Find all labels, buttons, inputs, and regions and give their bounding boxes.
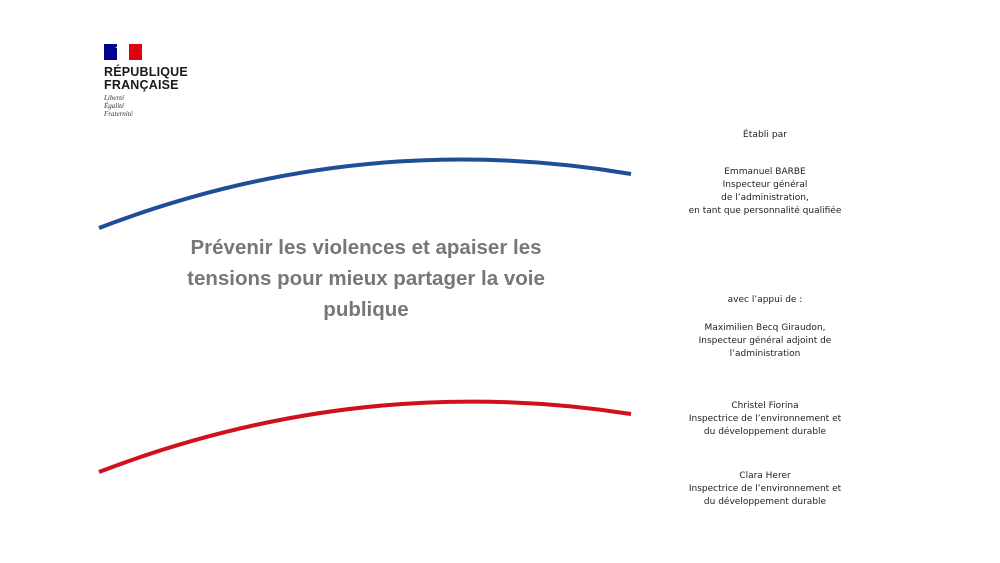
contributor-1-role: Inspecteur général adjoint de: [698, 336, 832, 346]
support-label: avec l’appui de :: [727, 295, 803, 305]
contributor-1-role-2: l’administration: [729, 349, 801, 359]
contributor-3-role-2: du développement durable: [703, 497, 827, 507]
contributor-2-role-2: du développement durable: [703, 427, 827, 437]
contributor-2-role: Inspectrice de l’environnement et: [688, 414, 842, 424]
red-curve: [99, 402, 631, 472]
republique-francaise-text: RÉPUBLIQUE FRANÇAISE: [104, 65, 188, 92]
author-role-3: en tant que personnalité qualifiée: [688, 206, 842, 216]
motto-egalite: Égalité: [104, 102, 125, 110]
motto-fraternite: Fraternité: [104, 110, 133, 118]
contributor-3-name: Clara Herer: [739, 471, 791, 481]
established-by: Établi par: [742, 129, 788, 140]
author-block: [660, 166, 870, 218]
blue-curve: [99, 160, 631, 228]
author-name: Emmanuel BARBE: [724, 167, 806, 177]
contributor-3: [660, 470, 870, 509]
motto-liberte: Liberté: [104, 94, 125, 102]
contributor-1-name: Maximilien Becq Giraudon,: [704, 323, 826, 333]
contributor-2-name: Christel Fiorina: [731, 401, 799, 411]
author-role-1: Inspecteur général: [722, 180, 808, 190]
report-title: Prévenir les violences et apaiser les tensions pour mieux partager la voie publique: [187, 236, 545, 321]
contributor-2: [660, 400, 870, 439]
contributor-3-role: Inspectrice de l’environnement et: [688, 484, 842, 494]
contributor-1: [660, 322, 870, 361]
author-role-2: de l’administration,: [721, 193, 809, 203]
